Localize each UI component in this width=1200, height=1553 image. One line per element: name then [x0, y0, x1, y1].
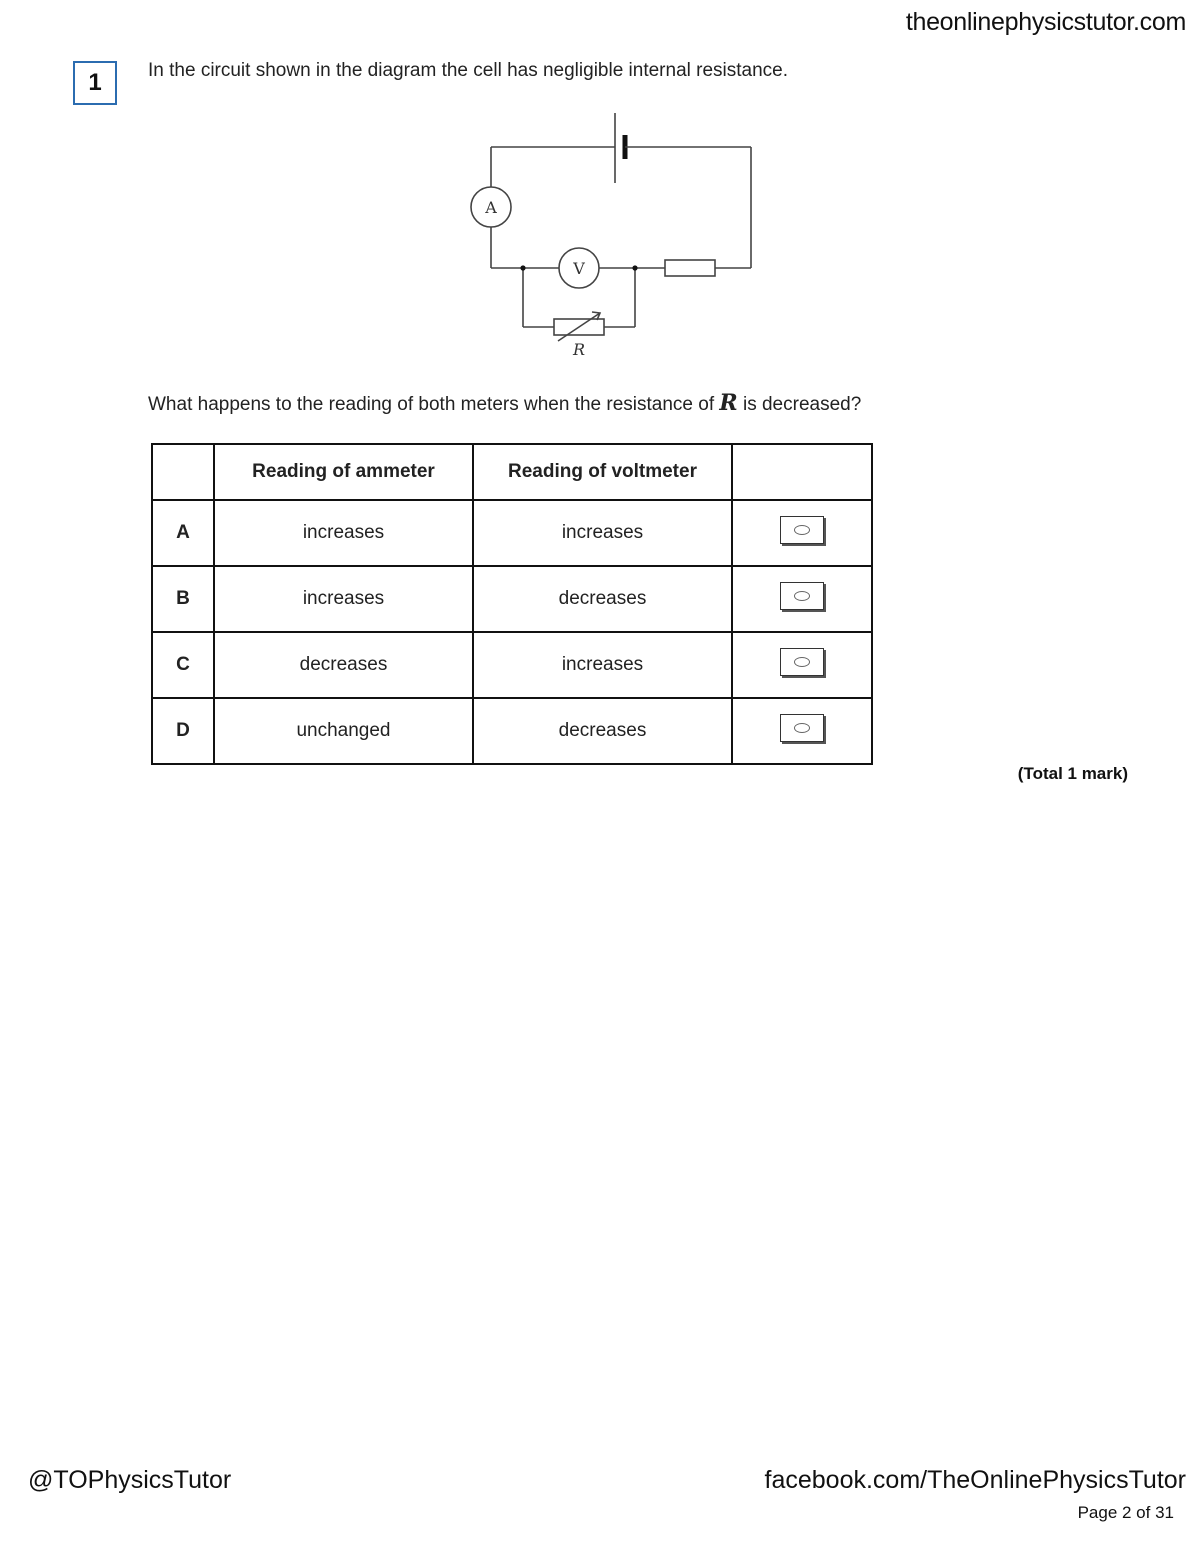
- ammeter-reading: unchanged: [214, 698, 473, 764]
- total-marks: (Total 1 mark): [1017, 764, 1128, 783]
- voltmeter-label: V: [573, 259, 585, 278]
- oval-icon: [794, 657, 810, 667]
- oval-icon: [794, 723, 810, 733]
- option-letter: C: [152, 632, 214, 698]
- choice-cell: [732, 632, 872, 698]
- header-voltmeter: Reading of voltmeter: [473, 444, 732, 500]
- question-prompt: [148, 390, 861, 416]
- variable-resistor-label: R: [572, 340, 586, 359]
- header-choice: [732, 444, 872, 500]
- site-header: theonlinephysicstutor.com: [905, 8, 1186, 36]
- junction-dot-right: [632, 265, 637, 270]
- oval-icon: [794, 591, 810, 601]
- ammeter-reading: increases: [214, 566, 473, 632]
- table-row: [152, 632, 872, 698]
- ammeter-reading: decreases: [214, 632, 473, 698]
- prompt-symbol: R: [719, 390, 738, 416]
- page-number: Page 2 of 31: [1077, 1503, 1174, 1522]
- header-letter: [152, 444, 214, 500]
- header-ammeter: Reading of ammeter: [214, 444, 473, 500]
- ammeter-label: A: [485, 198, 497, 217]
- footer-twitter: @TOPhysicsTutor: [28, 1466, 232, 1494]
- table-row: [152, 566, 872, 632]
- prompt-after: is decreased?: [737, 394, 862, 415]
- option-letter: A: [152, 500, 214, 566]
- question-number: 1: [73, 61, 117, 105]
- option-letter: B: [152, 566, 214, 632]
- fixed-resistor: [665, 260, 715, 276]
- voltmeter-reading: increases: [473, 500, 732, 566]
- choice-cell: [732, 698, 872, 764]
- choice-cell: [732, 566, 872, 632]
- ammeter-reading: increases: [214, 500, 473, 566]
- junction-dot-left: [520, 265, 525, 270]
- answer-table: [151, 443, 873, 765]
- answer-checkbox-d[interactable]: [780, 714, 824, 742]
- answer-checkbox-c[interactable]: [780, 648, 824, 676]
- footer-facebook: facebook.com/TheOnlinePhysicsTutor: [764, 1466, 1186, 1494]
- answer-checkbox-a[interactable]: [780, 516, 824, 544]
- voltmeter-reading: decreases: [473, 698, 732, 764]
- prompt-before: What happens to the reading of both meters when the resistance of: [148, 394, 720, 415]
- question-intro: In the circuit shown in the diagram the cell has negligible internal resistance.: [148, 60, 789, 81]
- circuit-diagram: [440, 105, 770, 365]
- table-header-row: [152, 444, 872, 500]
- table-row: [152, 500, 872, 566]
- variable-arrow-shaft: [558, 313, 600, 341]
- choice-cell: [732, 500, 872, 566]
- voltmeter-reading: decreases: [473, 566, 732, 632]
- table-row: [152, 698, 872, 764]
- option-letter: D: [152, 698, 214, 764]
- voltmeter-reading: increases: [473, 632, 732, 698]
- oval-icon: [794, 525, 810, 535]
- answer-checkbox-b[interactable]: [780, 582, 824, 610]
